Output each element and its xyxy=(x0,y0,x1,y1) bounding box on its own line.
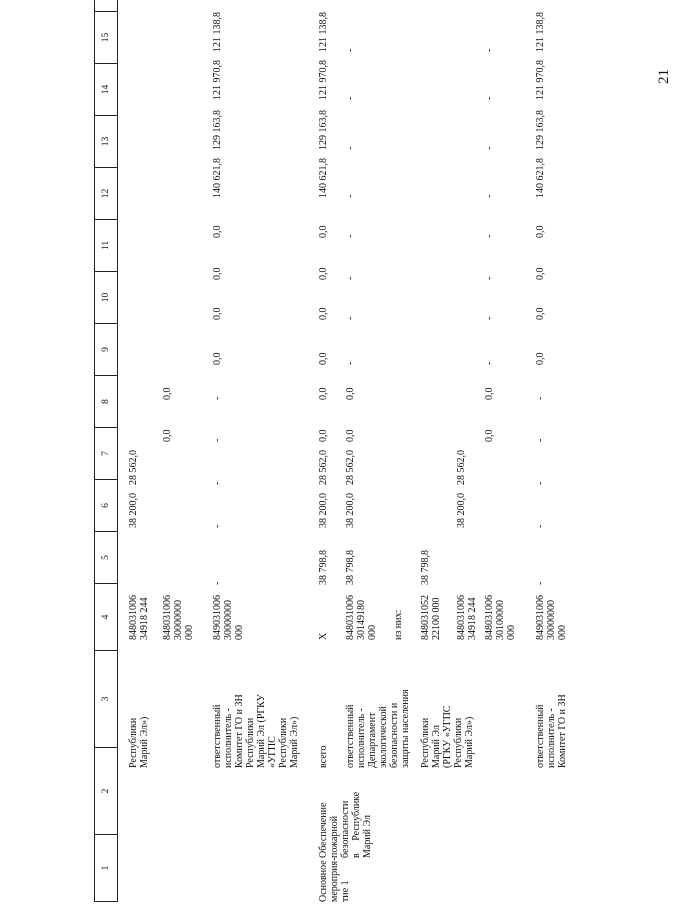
table-cell: 129 163,8 xyxy=(212,110,223,150)
col-header-13: 13 xyxy=(95,116,118,168)
table-cell: 0,0 xyxy=(535,352,546,365)
table-cell: - xyxy=(484,96,495,100)
table-cell: 38 798,8 xyxy=(345,550,356,585)
col-header-4: 4 xyxy=(95,584,118,651)
table-cell: - xyxy=(535,438,546,442)
table-cell: 140 621,8 xyxy=(535,158,546,198)
table-cell: 0,0 xyxy=(345,429,356,442)
table-cell: - xyxy=(345,361,356,365)
col-header-14: 14 xyxy=(95,64,118,116)
col-header-2: 2 xyxy=(95,748,118,835)
col-header-3: 3 xyxy=(95,651,118,748)
table-cell: 28 562,0 xyxy=(456,450,467,485)
table-cell: 38 200,0 xyxy=(318,493,329,528)
table-cell: 38 798,8 xyxy=(420,550,431,585)
table-cell: - xyxy=(345,276,356,280)
table-cell: 121 970,8 xyxy=(535,60,546,100)
table-cell: 0,0 xyxy=(318,225,329,238)
table-cell: 0,0 xyxy=(162,387,173,400)
table-cell: 121 970,8 xyxy=(212,60,223,100)
table-cell: - xyxy=(345,316,356,320)
table-cell: 0,0 xyxy=(212,352,223,365)
table-cell: Республики Марий Эл») xyxy=(128,716,150,768)
table-cell: - xyxy=(212,481,223,485)
table-cell: 0,0 xyxy=(535,307,546,320)
table-cell: 28 562,0 xyxy=(128,450,139,485)
table-cell: 0,0 xyxy=(318,387,329,400)
table-cell: 848031006 30149180 000 xyxy=(345,595,378,640)
col-header-9: 9 xyxy=(95,324,118,376)
table-cell: 0,0 xyxy=(535,225,546,238)
table-cell: 28 562,0 xyxy=(345,450,356,485)
table-cell: 848031006 34918 244 xyxy=(456,595,478,640)
table-cell: 121 138,8 xyxy=(212,12,223,52)
table-cell: 0,0 xyxy=(318,429,329,442)
table-cell: 848031052 22100 000 xyxy=(420,595,442,640)
table-cell: - xyxy=(212,396,223,400)
table-cell: 848031006 30000000 000 xyxy=(162,595,195,640)
table-cell: 0,0 xyxy=(484,429,495,442)
table-cell: 0,0 xyxy=(535,267,546,280)
col-header-7: 7 xyxy=(95,428,118,480)
table-cell: - xyxy=(484,194,495,198)
table-cell: из них: xyxy=(393,609,404,640)
table-cell: - xyxy=(345,146,356,150)
table-cell: Основное мероприя- тие 1 xyxy=(318,857,351,902)
table-cell: X xyxy=(318,632,329,640)
table-cell: - xyxy=(484,361,495,365)
table-cell: - xyxy=(535,581,546,585)
table-cell: - xyxy=(484,276,495,280)
table-cell: 121 138,8 xyxy=(318,12,329,52)
table-cell: - xyxy=(535,396,546,400)
table-cell: - xyxy=(345,234,356,238)
table-cell: 849031006 30000000 000 xyxy=(535,595,568,640)
col-header-1: 1 xyxy=(95,835,118,902)
table-cell: ответственный исполнитель - Комитет ГО и ЗН Республики Марий Эл (РГКУ «УГПС Республики Марий Эл») xyxy=(212,694,300,768)
table-cell: 38 200,0 xyxy=(128,493,139,528)
col-header-5: 5 xyxy=(95,532,118,584)
col-header-8: 8 xyxy=(95,376,118,428)
table-cell: - xyxy=(535,481,546,485)
table-cell: 0,0 xyxy=(212,267,223,280)
table-cell: 0,0 xyxy=(162,429,173,442)
table-cell: 140 621,8 xyxy=(318,158,329,198)
table-cell: 121 138,8 xyxy=(535,12,546,52)
table-cell: всего xyxy=(318,745,329,768)
table-cell: - xyxy=(345,96,356,100)
col-header-12: 12 xyxy=(95,168,118,220)
table-cell: - xyxy=(484,48,495,52)
table-cell: 38 798,8 xyxy=(318,550,329,585)
table-cell: 848031006 30100000 000 xyxy=(484,595,517,640)
table-cell: - xyxy=(212,438,223,442)
table-cell: 0,0 xyxy=(212,307,223,320)
table-cell: 0,0 xyxy=(345,387,356,400)
table-cell: 121 970,8 xyxy=(318,60,329,100)
table-cell: Республики Марий Эл (РГКУ «УГПС Республики Марий Эл») xyxy=(420,705,475,768)
table-cell: ответственный исполнитель - Департамент экологической безопасности и защиты населения xyxy=(345,689,411,768)
table-cell: 129 163,8 xyxy=(318,110,329,150)
table-cell: 0,0 xyxy=(318,307,329,320)
table-cell: 28 562,0 xyxy=(318,450,329,485)
table-cell: - xyxy=(484,234,495,238)
table-cell: Обеспечение пожарной безопасности в Республике Марий Эл xyxy=(318,791,373,858)
table-cell: 0,0 xyxy=(484,387,495,400)
table-cell: 0,0 xyxy=(212,225,223,238)
table-cell: 0,0 xyxy=(318,352,329,365)
table-cell: 0,0 xyxy=(318,267,329,280)
table-cell: - xyxy=(535,524,546,528)
col-header-11: 11 xyxy=(95,220,118,272)
table-cell: ответственный исполнитель - Комитет ГО и ЗН xyxy=(535,694,568,768)
table-cell: 140 621,8 xyxy=(212,158,223,198)
table-cell: 849031006 30000000 000 xyxy=(212,595,245,640)
col-header-10: 10 xyxy=(95,272,118,324)
table-cell: 38 200,0 xyxy=(456,493,467,528)
table-cell: 848031006 34918 244 xyxy=(128,595,150,640)
table-cell: 38 200,0 xyxy=(345,493,356,528)
table-cell: - xyxy=(345,48,356,52)
col-header-6: 6 xyxy=(95,480,118,532)
page-number: 21 xyxy=(656,69,672,84)
table-cell: - xyxy=(484,316,495,320)
col-header-15: 15 xyxy=(95,12,118,64)
table-cell: - xyxy=(212,581,223,585)
table-cell: - xyxy=(212,524,223,528)
table-cell: - xyxy=(484,146,495,150)
table-cell: 129 163,8 xyxy=(535,110,546,150)
table-cell: - xyxy=(345,194,356,198)
